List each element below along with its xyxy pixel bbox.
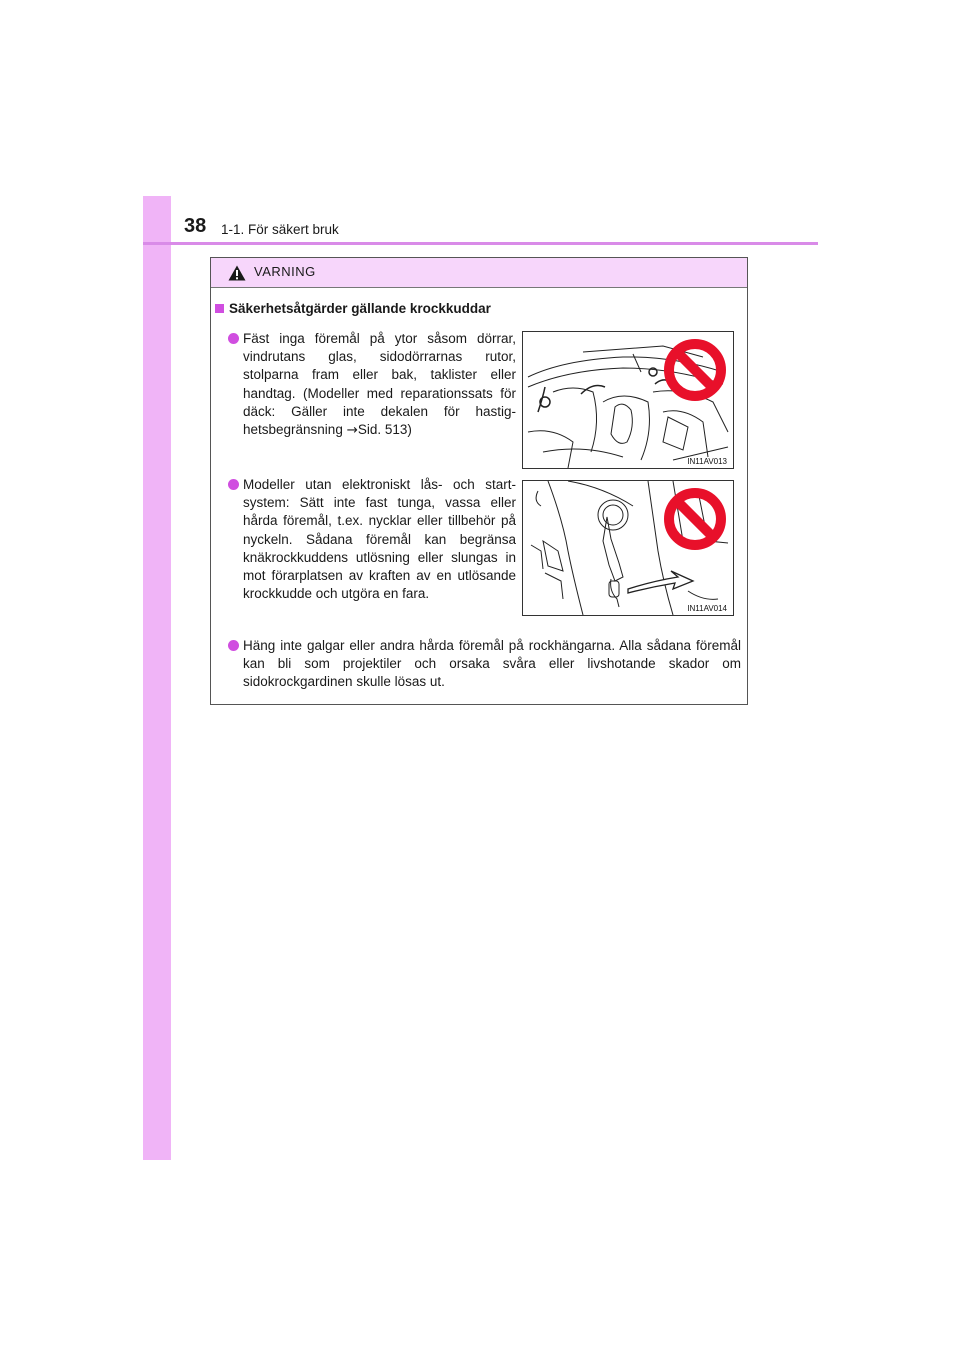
page-number: 38 — [184, 215, 207, 237]
illustration-key-ignition — [522, 480, 734, 616]
warning-item-text: Modeller utan elektroniskt lås- och startsystem: Sätt inte fast tunga, vassa eller hårda föremål, t.ex. nycklar eller tillbehör på nyckeln. Sådana föremål kan begränsa knäkrockkuddens utlösning eller slungas in mot förarplatsen av kraften av en utlösande krockkudde och utgöra en fara. — [243, 477, 516, 602]
bullet-icon — [228, 333, 239, 344]
square-bullet-icon — [215, 304, 224, 313]
illustration-ceiling-trim — [522, 331, 734, 469]
prohibition-icon — [663, 487, 727, 551]
bullet-icon — [228, 479, 239, 490]
warning-heading-text: Säkerhetsåtgärder gällande krockkuddar — [229, 301, 491, 316]
page-reference: Sid. 513) — [357, 422, 412, 438]
chapter-side-bar — [143, 196, 171, 1160]
warning-box — [210, 257, 748, 705]
warning-item — [243, 637, 741, 692]
header-rule — [143, 242, 818, 245]
warning-triangle-icon — [228, 265, 246, 281]
illustration-code: IN11AV013 — [687, 457, 727, 466]
section-title: 1-1. För säkert bruk — [221, 222, 339, 237]
warning-heading — [215, 301, 491, 317]
warning-item — [243, 476, 516, 603]
warning-item-text: Häng inte galgar eller andra hårda föremål på rockhängarna. Alla sådana föremål kan bli som projektiler och orsaka svåra eller livshotande skador om sidokrockgardinen skulle lösas ut. — [243, 638, 741, 690]
bullet-icon — [228, 640, 239, 651]
warning-label: VARNING — [254, 264, 316, 279]
illustration-code: IN11AV014 — [687, 604, 727, 613]
warning-item — [243, 330, 516, 439]
warning-header — [211, 258, 747, 288]
prohibition-icon — [663, 338, 727, 402]
page-reference-arrow: → — [346, 422, 358, 439]
warning-item-text: Fäst inga föremål på ytor såsom dörrar, vindrutans glas, sidodörrarnas rutor, stolparna fram eller bak, taklister eller handtag. (Modeller med reparationssats för däck: Gäller inte dekalen för hastighetsbegränsning — [243, 331, 516, 438]
